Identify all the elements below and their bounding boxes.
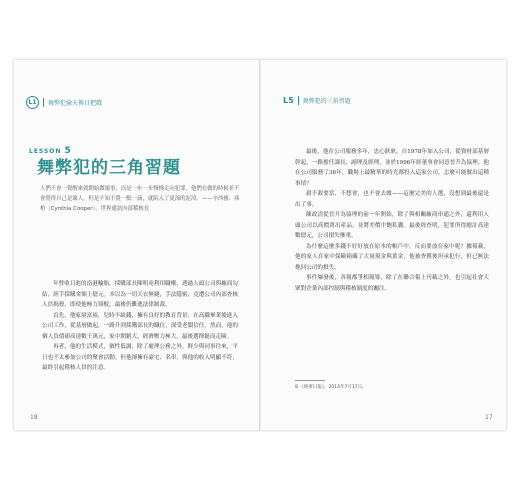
- left-page-number: 18: [30, 414, 38, 421]
- right-page: [261, 60, 506, 430]
- chapter-title: 舞弊犯的三角習題: [37, 158, 181, 178]
- header-divider: [298, 96, 299, 105]
- right-header-title: 舞弊犯的三角習題: [302, 98, 351, 105]
- footnote: 8.《經濟日報》，2014年7月17日。: [295, 385, 367, 390]
- paragraph: 首先，他家境富裕，兒時不缺錢，擁有良好的教育背景；在高職畢業後進入公司工作，從基層做起，一路升到採購部長的職位，深受老闆信任。然而，他的個人負債卻高達數千萬元，家中開銷大，經濟壓力極大，最後選擇鋌而走險。: [42, 312, 238, 340]
- right-running-header: [283, 96, 351, 105]
- paragraph: 最後，他在公司服務多年，忠心耿耿，自1978年加入公司，從資材部基層幹起，一路擔任課長、副理及經理，並於1996年經董事會同意晉升為協理。他在公司服務了36年，職場上最精華的時光都投入這家公司，怎麼可能做出這種事情？: [295, 149, 489, 187]
- chapter-badge-icon: L1: [26, 96, 39, 109]
- lesson-word: LESSON: [29, 148, 62, 155]
- left-running-header: [26, 96, 102, 109]
- left-page: [14, 60, 259, 430]
- right-body-text: [295, 147, 489, 294]
- footnote-rule: [295, 380, 325, 381]
- left-body-text: [42, 279, 238, 374]
- epigraph-quote: 人們不會一覺醒來就開始做壞事，而是一步一步慢慢走向犯罪。他們在做的時候並不會覺得自己是壞人。但是不知不覺一點一滴，就陷入了更深的泥淖。——辛西雅．庫柏（Cynthia Cooper），世界通訊內部稽核長: [40, 186, 240, 212]
- paragraph: 事件爆發後，各報都爭相報導，除了在聯合報上刊載之外，也引起社會大眾對企業內部控制與稽核制度的關注。: [295, 275, 489, 292]
- paragraph: 年營收日進的南港輪胎，採購部長陳明堯利用職權，透過人頭公司與廠商勾結，經手採購金額上億元。本以為一切天衣無縫，手法隱密，竟遭公司內部查核人員揭發，即使他極力辯駁，最後仍難逃法律制裁。: [42, 281, 238, 308]
- header-divider: [43, 98, 44, 107]
- lesson-number: 5: [64, 146, 72, 156]
- left-header-title: 舞弊犯偷天換日把戲: [48, 100, 103, 107]
- chapter-badge-icon: L5: [283, 96, 294, 105]
- paragraph: 殺不殺要當，不想會，也不會去做——這麼完美的人選，沒想到最後還是出了事。: [295, 191, 489, 208]
- paragraph: 為什麼這麼多錢不好好放在原本的帳戶中，反而要放在家中呢？據報載，他的家人在家中保險箱藏了大量現金與黃金，他被查獲後坦承犯行，但已無法挽回公司的損失。: [295, 243, 489, 271]
- paragraph: 再者，他的生活模式，個性低調，除了處理公務之外，鮮少與同事往來，平日也不太參加公司的聚會活動。但他卻擁有豪宅、名車，與他的收入明顯不符，最終引起稽核人員的注意。: [42, 344, 238, 371]
- paragraph: 陳政清從晉升為協理的前一年開始，除了與相關廠商串通之外，還利用人頭公司以高價賣出產品，並將差價中飽私囊。最後經查明，犯罪所得總計高達數億元，公司損失慘重。: [295, 212, 489, 239]
- right-page-number: 17: [485, 414, 493, 421]
